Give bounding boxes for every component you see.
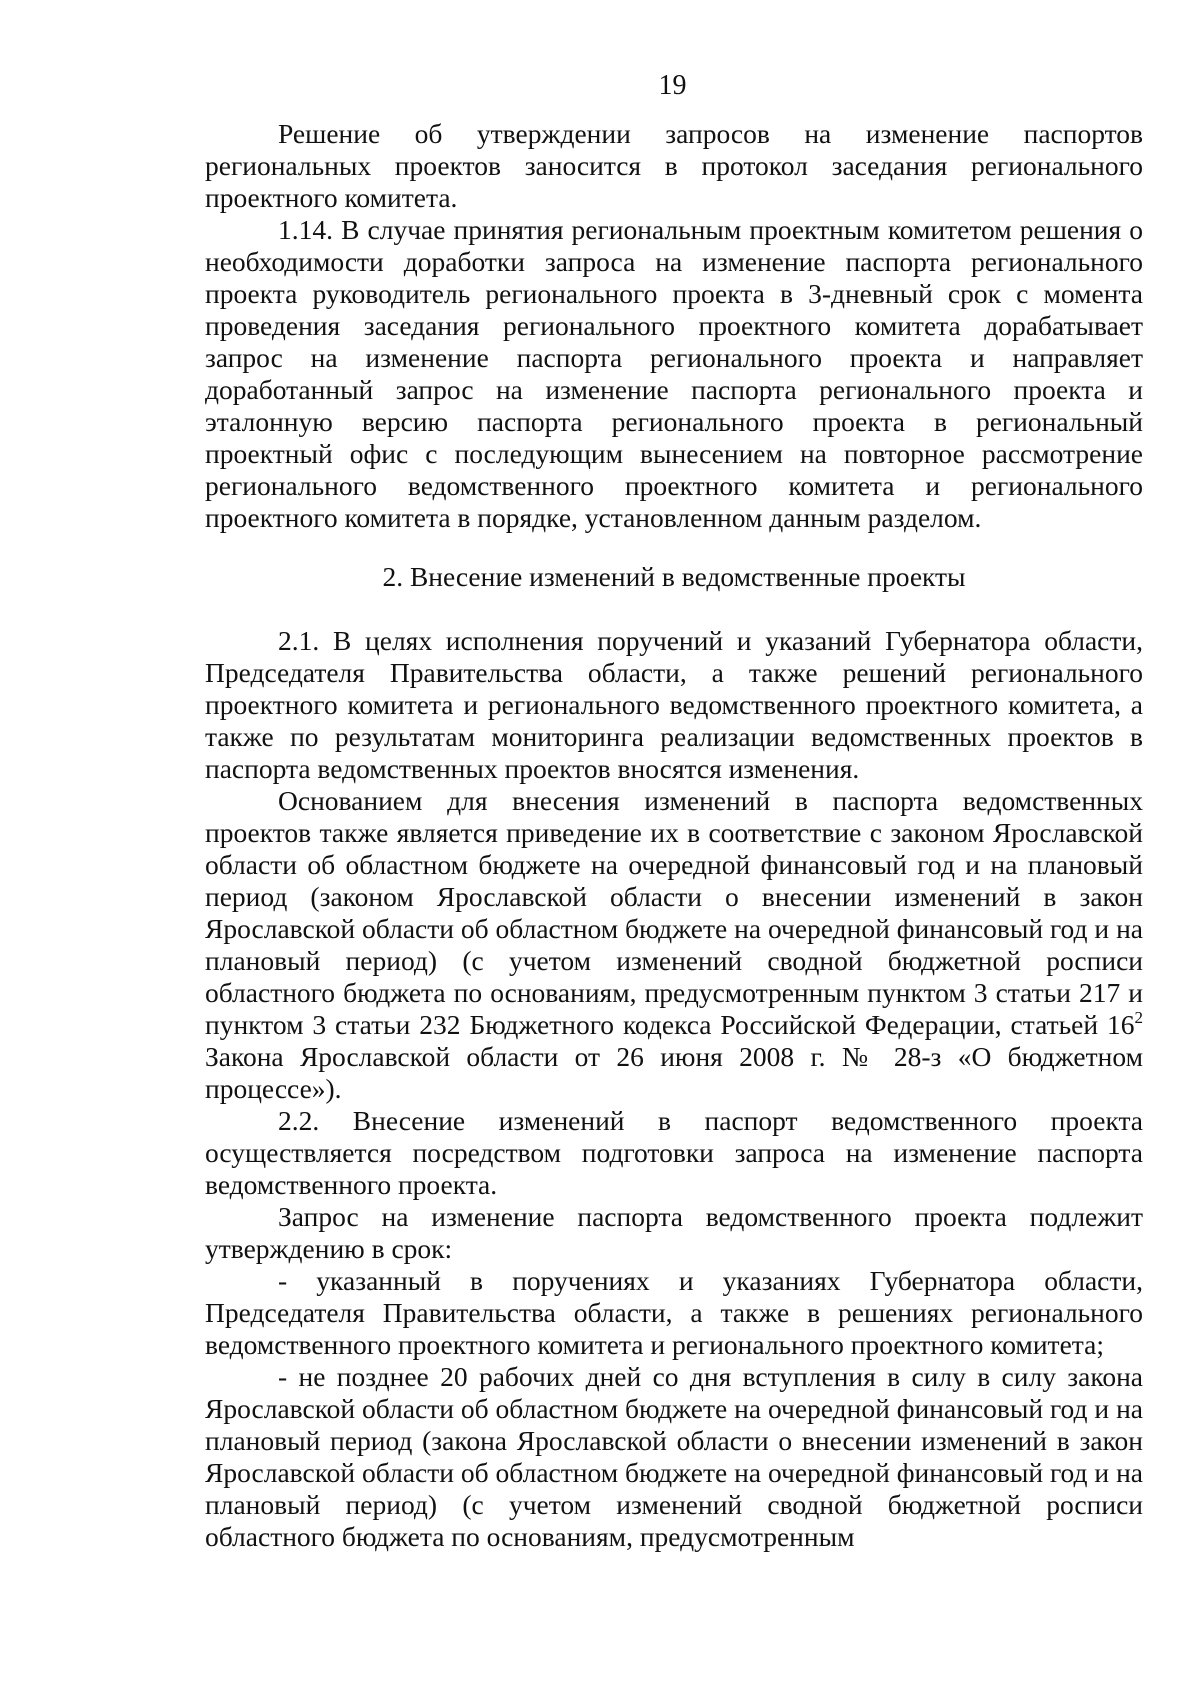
- grounds-text-end: Закона Ярославской области от 26 июня 2008 г. № 28-з «О бюджетном процессе»).: [205, 1041, 1143, 1104]
- page-number: 19: [658, 70, 687, 101]
- list-item-20-days: - не позднее 20 рабочих дней со дня вступления в силу в силу закона Ярославской области об областном бюджете на очередной финансовый год и на плановый период (закона Ярославской области о внесении изменений в закон Ярославской области об областном бюджете на очередной финансовый год и на плановый период) (с учетом изменений сводной бюджетной росписи областного бюджета по основаниям, предусмотренным: [205, 1361, 1143, 1552]
- list-item-instructions: - указанный в поручениях и указаниях Губернатора области, Председателя Правительства области, а также в решениях регионального ведомственного проектного комитета и регионального проектного комитета;: [205, 1265, 1143, 1360]
- grounds-text-start: Основанием для внесения изменений в паспорта ведомственных проектов также является приведение их в соответствие с законом Ярославской области об областном бюджете на очередной финансовый год и на плановый период (законом Ярославской области о внесении изменений в закон Ярославской области об областном бюджете на очередной финансовый год и на плановый период) (с учетом изменений сводной бюджетной росписи областного бюджета по основаниям, предусмотренным пунктом 3 статьи 217 и пунктом 3 статьи 232 Бюджетного кодекса Российской Федерации, статьей 16: [205, 785, 1143, 1040]
- footnote-superscript: 2: [1134, 1007, 1143, 1027]
- paragraph-protocol-decision: Решение об утверждении запросов на изменение паспортов региональных проектов заносится в протокол заседания регионального проектного комитета.: [205, 118, 1143, 213]
- paragraph-1-14: 1.14. В случае принятия региональным проектным комитетом решения о необходимости доработки запроса на изменение паспорта регионального проекта руководитель регионального проекта в 3-дневный срок с момента проведения заседания регионального проектного комитета дорабатывает запрос на изменение паспорта регионального проекта и направляет доработанный запрос на изменение паспорта регионального проекта и эталонную версию паспорта регионального проекта в региональный проектный офис с последующим вынесением на повторное рассмотрение регионального ведомственного проектного комитета и регионального проектного комитета в порядке, установленном данным разделом.: [205, 214, 1143, 533]
- paragraph-grounds: [205, 785, 1143, 1105]
- paragraph-approval-term: Запрос на изменение паспорта ведомственного проекта подлежит утверждению в срок:: [205, 1201, 1143, 1264]
- paragraph-2-1: 2.1. В целях исполнения поручений и указаний Губернатора области, Председателя Правительства области, а также решений регионального проектного комитета и регионального ведомственного проектного комитета, а также по результатам мониторинга реализации ведомственных проектов в паспорта ведомственных проектов вносятся изменения.: [205, 625, 1143, 784]
- document-body: [205, 118, 1143, 1553]
- paragraph-2-2: 2.2. Внесение изменений в паспорт ведомственного проекта осуществляется посредством подготовки запроса на изменение паспорта ведомственного проекта.: [205, 1105, 1143, 1200]
- section-heading: 2. Внесение изменений в ведомственные проекты: [382, 561, 966, 592]
